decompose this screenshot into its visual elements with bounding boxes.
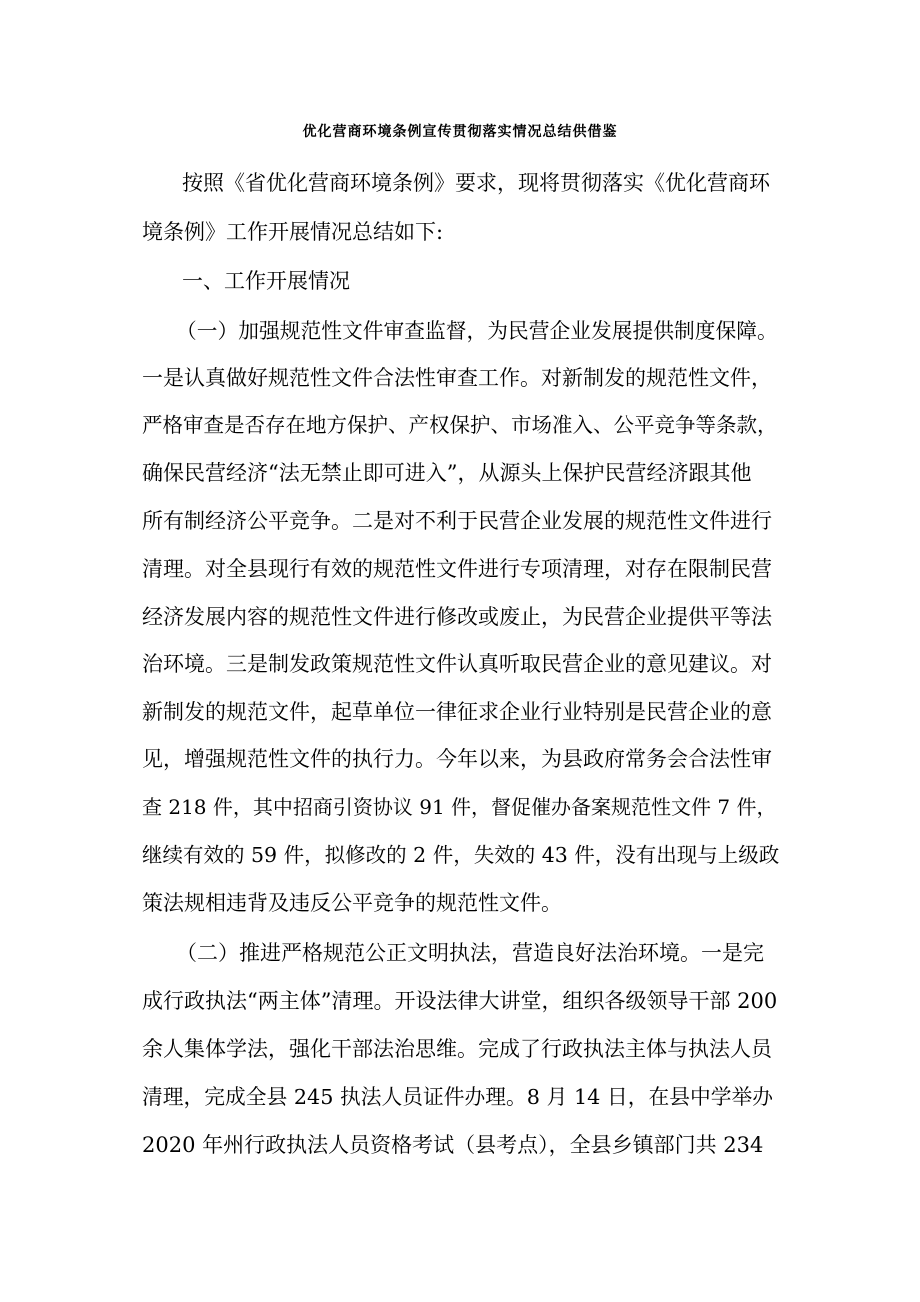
paragraph-line: 确保民营经济“法无禁止即可进入”，从源头上保护民营经济跟其他	[142, 461, 752, 485]
paragraph-line: 清理，完成全县 245 执法人员证件办理。8 月 14 日，在县中学举办	[142, 1085, 773, 1109]
paragraph-line: 策法规相违背及违反公平竞争的规范性文件。	[142, 891, 562, 915]
paragraph-line: 严格审查是否存在地方保护、产权保护、市场准入、公平竞争等条款，	[142, 413, 778, 437]
paragraph-line: 清理。对全县现行有效的规范性文件进行专项清理，对存在限制民营	[142, 557, 772, 581]
paragraph-line: 经济发展内容的规范性文件进行修改或废止，为民营企业提供平等法	[142, 605, 772, 629]
paragraph-line: 成行政执法“两主体”清理。开设法律大讲堂，组织各级领导干部 200	[142, 989, 778, 1013]
paragraph-line: 按照《省优化营商环境条例》要求，现将贯彻落实《优化营商环	[182, 171, 770, 195]
paragraph-line: 治环境。三是制发政策规范性文件认真听取民营企业的意见建议。对	[142, 652, 772, 676]
paragraph-line: 继续有效的 59 件，拟修改的 2 件，失效的 43 件，没有出现与上级政	[142, 843, 780, 867]
subsection-heading: （二）推进严格规范公正文明执法，营造良好法治环境。一是完	[176, 941, 764, 965]
paragraph-line: 一是认真做好规范性文件合法性审查工作。对新制发的规范性文件，	[142, 366, 772, 390]
subsection-heading: （一）加强规范性文件审查监督，为民营企业发展提供制度保障。	[176, 319, 778, 343]
paragraph-line: 查 218 件，其中招商引资协议 91 件，督促催办备案规范性文件 7 件，	[142, 795, 777, 819]
paragraph-line: 余人集体学法，强化干部法治思维。完成了行政执法主体与执法人员	[142, 1037, 772, 1061]
paragraph-line: 见，增强规范性文件的执行力。今年以来，为县政府常务会合法性审	[142, 747, 772, 771]
paragraph-line: 新制发的规范文件，起草单位一律征求企业行业特别是民营企业的意	[142, 700, 772, 724]
paragraph-line: 境条例》工作开展情况总结如下:	[142, 220, 444, 244]
document-title: 优化营商环境条例宣传贯彻落实情况总结供借鉴	[302, 124, 618, 140]
paragraph-line: 所有制经济公平竞争。二是对不利于民营企业发展的规范性文件进行	[142, 509, 772, 533]
section-heading: 一、工作开展情况	[182, 269, 350, 293]
paragraph-line: 2020 年州行政执法人员资格考试（县考点），全县乡镇部门共 234	[142, 1133, 764, 1157]
